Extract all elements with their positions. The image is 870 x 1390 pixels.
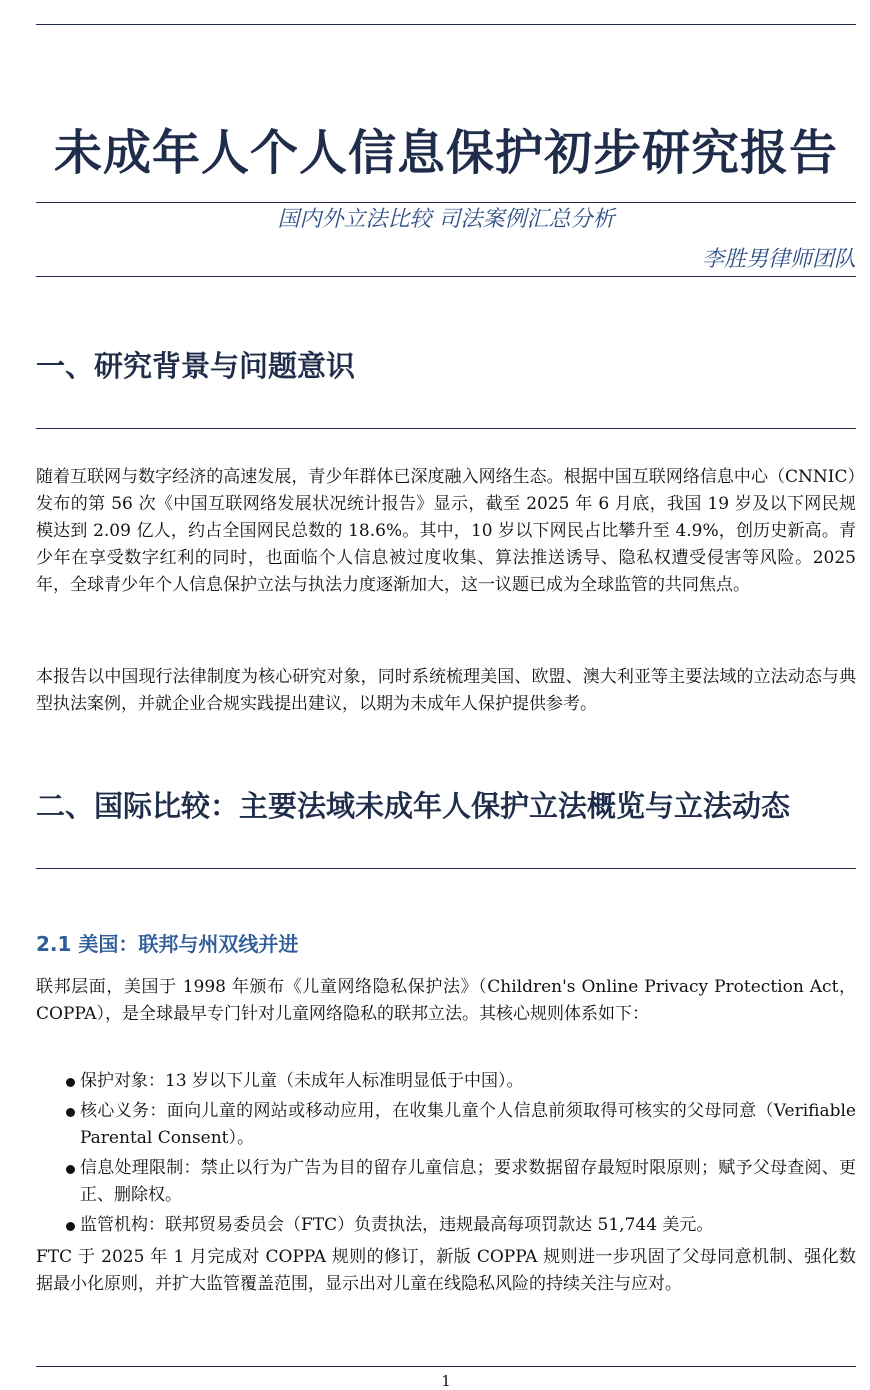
section1-rule bbox=[36, 428, 856, 429]
report-subtitle: 国内外立法比较 司法案例汇总分析 bbox=[277, 207, 615, 232]
coppa-rules-list bbox=[66, 1068, 856, 1242]
title-rule bbox=[36, 202, 856, 203]
report-title: 未成年人个人信息保护初步研究报告 bbox=[53, 125, 838, 181]
list-item bbox=[66, 1068, 856, 1095]
bullet-dot-icon bbox=[66, 1165, 75, 1174]
top-rule bbox=[36, 24, 856, 25]
section2-heading: 二、国际比较：主要法域未成年人保护立法概览与立法动态 bbox=[36, 789, 791, 823]
subsection-2-1-intro: 联邦层面，美国于 1998 年颁布《儿童网络隐私保护法》（Children's Online Privacy Protection Act，COPPA），是全球最早专门针对儿童网络隐私的联邦立法。其核心规则体系如下： bbox=[36, 977, 856, 1024]
list-item bbox=[66, 1155, 856, 1209]
section1-heading: 一、研究背景与问题意识 bbox=[36, 349, 356, 383]
bullet-dot-icon bbox=[66, 1078, 75, 1087]
subsection-2-1-closing: FTC 于 2025 年 1 月完成对 COPPA 规则的修订，新版 COPPA 规则进一步巩固了父母同意机制、强化数据最小化原则，并扩大监管覆盖范围，显示出对儿童在线隐私风险的持续关注与应对。 bbox=[36, 1247, 856, 1294]
list-item bbox=[66, 1212, 856, 1239]
section1-paragraph-2: 本报告以中国现行法律制度为核心研究对象，同时系统梳理美国、欧盟、澳大利亚等主要法域的立法动态与典型执法案例，并就企业合规实践提出建议，以期为未成年人保护提供参考。 bbox=[36, 667, 856, 714]
bullet-dot-icon bbox=[66, 1222, 75, 1231]
footer-rule bbox=[36, 1366, 856, 1367]
subsection-2-1-heading: 2.1 美国：联邦与州双线并进 bbox=[36, 932, 299, 956]
header-bottom-rule bbox=[36, 276, 856, 277]
section2-rule bbox=[36, 868, 856, 869]
list-item-text: 核心义务：面向儿童的网站或移动应用，在收集儿童个人信息前须取得可核实的父母同意（Verifiable Parental Consent）。 bbox=[80, 1101, 856, 1148]
list-item-text: 信息处理限制：禁止以行为广告为目的留存儿童信息；要求数据留存最短时限原则；赋予父母查阅、更正、删除权。 bbox=[80, 1158, 856, 1205]
section1-paragraph-1: 随着互联网与数字经济的高速发展，青少年群体已深度融入网络生态。根据中国互联网络信息中心（CNNIC）发布的第 56 次《中国互联网络发展状况统计报告》显示，截至 2025 年 6 月底，我国 19 岁及以下网民规模达到 2.09 亿人，约占全国网民总数的 18.6%。其中，10 岁以下网民占比攀升至 4.9%，创历史新高。青少年在享受数字红利的同时，也面临个人信息被过度收集、算法推送诱导、隐私权遭受侵害等风险。2025 年，全球青少年个人信息保护立法与执法力度逐渐加大，这一议题已成为全球监管的共同焦点。 bbox=[36, 467, 856, 595]
list-item bbox=[66, 1098, 856, 1152]
bullet-dot-icon bbox=[66, 1108, 75, 1117]
list-item-text: 保护对象：13 岁以下儿童（未成年人标准明显低于中国）。 bbox=[80, 1071, 524, 1091]
list-item-text: 监管机构：联邦贸易委员会（FTC）负责执法，违规最高每项罚款达 51,744 美元。 bbox=[80, 1215, 714, 1235]
report-author: 李胜男律师团队 bbox=[701, 247, 856, 272]
page-number: 1 bbox=[441, 1372, 451, 1390]
